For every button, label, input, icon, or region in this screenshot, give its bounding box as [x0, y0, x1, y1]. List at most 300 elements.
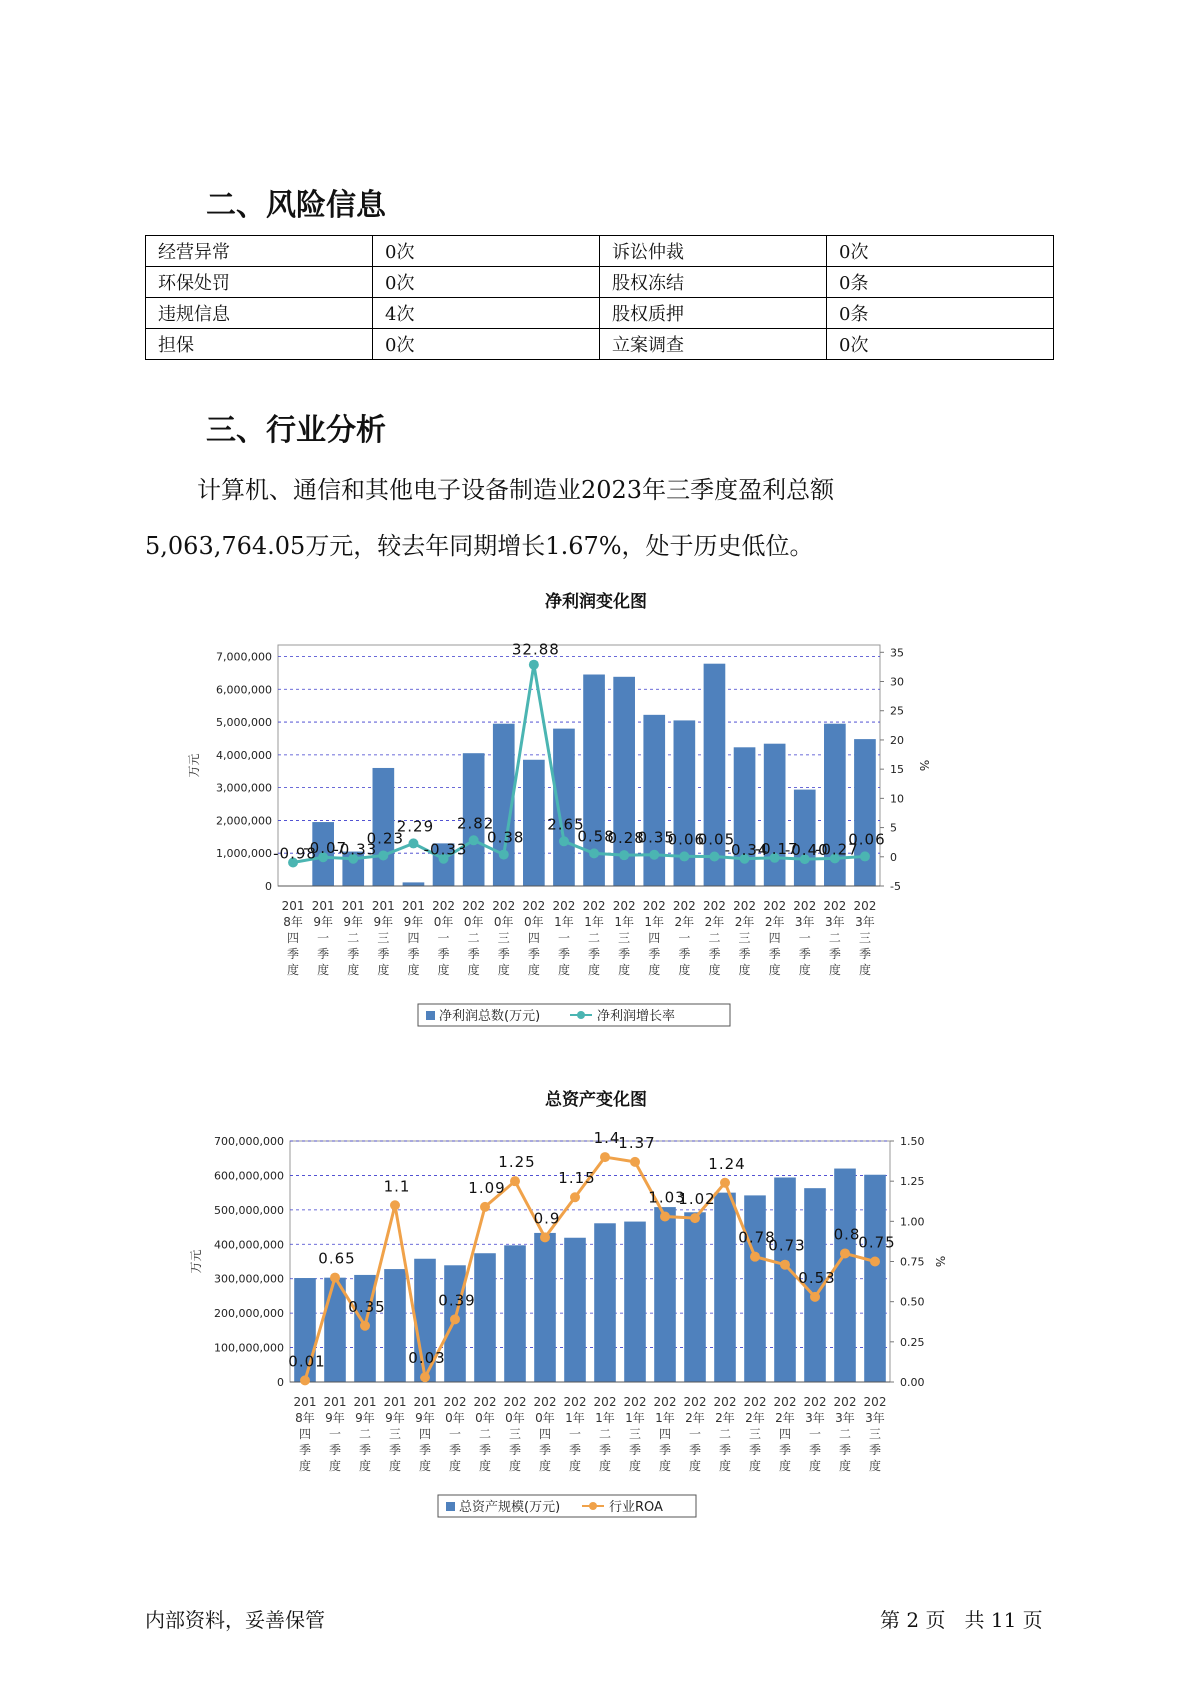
y-tick-label: 2,000,000	[216, 814, 272, 828]
x-tick-label: 二	[588, 931, 601, 945]
line-point	[540, 1232, 550, 1242]
x-tick-label: 度	[868, 1459, 882, 1473]
risk-value-cell: 4次	[373, 298, 600, 329]
y-tick-label: 100,000,000	[214, 1341, 284, 1355]
x-tick-label: 201	[293, 1395, 317, 1409]
x-tick-label: 202	[672, 899, 696, 913]
line-point	[469, 835, 479, 845]
y-tick-label: 700,000,000	[214, 1135, 284, 1148]
section-title-industry: 三、行业分析	[206, 413, 386, 448]
x-tick-label: 9年	[415, 1411, 435, 1425]
x-tick-label: 一	[557, 931, 570, 945]
x-tick-label: 202	[733, 899, 757, 913]
y2-axis-title: %	[933, 1255, 947, 1268]
x-tick-label: 度	[568, 1459, 582, 1473]
x-tick-label: 季	[618, 947, 631, 961]
bar	[373, 768, 395, 886]
x-tick-label: 季	[598, 1443, 612, 1457]
legend-line-label: 净利润增长率	[597, 1009, 676, 1024]
x-tick-label: 202	[503, 1395, 527, 1409]
risk-label-cell: 股权冻结	[600, 267, 827, 298]
risk-label-cell: 环保处罚	[146, 267, 373, 298]
x-tick-label: 9年	[373, 915, 394, 929]
x-tick-label: 度	[497, 963, 510, 977]
x-tick-label: 2年	[734, 915, 755, 929]
line-point	[499, 850, 509, 860]
x-tick-label: 度	[287, 963, 300, 977]
x-tick-label: 201	[383, 1395, 407, 1409]
x-tick-label: 3年	[794, 915, 815, 929]
data-label: -0.33	[423, 840, 468, 859]
line-point	[570, 1192, 580, 1202]
x-tick-label: 202	[863, 1395, 887, 1409]
x-tick-label: 季	[828, 947, 841, 961]
x-tick-label: 季	[407, 947, 420, 961]
line-point	[840, 1248, 850, 1258]
x-tick-label: 一	[437, 931, 450, 945]
x-tick-label: 三	[497, 931, 510, 945]
risk-value-cell: 0次	[827, 329, 1054, 360]
x-tick-label: 201	[353, 1395, 377, 1409]
x-tick-label: 一	[808, 1427, 822, 1441]
y2-tick-label: 1.00	[900, 1215, 925, 1229]
risk-label-cell: 诉讼仲裁	[600, 236, 827, 267]
x-tick-label: 202	[533, 1395, 557, 1409]
risk-value-cell: 0条	[827, 267, 1054, 298]
x-tick-label: 季	[808, 1443, 822, 1457]
x-tick-label: 度	[798, 963, 811, 977]
x-tick-label: 季	[418, 1443, 432, 1457]
data-label: -0.33	[333, 840, 378, 859]
x-tick-label: 度	[858, 963, 871, 977]
x-tick-label: 202	[683, 1395, 707, 1409]
data-label: -0.07	[303, 839, 348, 858]
x-tick-label: 三	[377, 931, 390, 945]
x-tick-label: 一	[688, 1427, 702, 1441]
x-tick-label: 9年	[403, 915, 424, 929]
line-point	[750, 1252, 760, 1262]
bar	[714, 1193, 736, 1382]
y2-tick-label: 0.50	[900, 1295, 925, 1309]
x-tick-label: 季	[798, 947, 811, 961]
x-tick-label: 季	[748, 1443, 762, 1457]
x-tick-label: 202	[743, 1395, 767, 1409]
x-tick-label: 3年	[825, 915, 845, 929]
x-tick-label: 2年	[674, 915, 695, 929]
x-tick-label: 202	[563, 1395, 587, 1409]
x-tick-label: 二	[708, 931, 721, 945]
x-tick-label: 季	[858, 947, 871, 961]
line-point	[690, 1213, 700, 1223]
x-tick-label: 四	[418, 1427, 432, 1441]
x-tick-label: 201	[311, 899, 335, 913]
x-tick-label: 度	[838, 1459, 852, 1473]
y-tick-label: 400,000,000	[214, 1238, 284, 1252]
x-tick-label: 季	[628, 1443, 642, 1457]
x-tick-label: 1年	[595, 1411, 615, 1425]
x-tick-label: 度	[298, 1459, 312, 1473]
y-tick-label: 0	[277, 1376, 284, 1389]
y-tick-label: 6,000,000	[216, 683, 272, 697]
data-label: 0.35	[348, 1297, 386, 1316]
y2-tick-label: -5	[890, 880, 901, 893]
x-tick-label: 季	[328, 1443, 342, 1457]
y2-tick-label: 1.50	[900, 1135, 925, 1148]
line-point	[619, 850, 629, 860]
x-tick-label: 201	[371, 899, 395, 913]
line-point	[390, 1200, 400, 1210]
bar	[403, 882, 425, 886]
bar	[564, 1238, 586, 1382]
x-tick-label: 度	[738, 963, 751, 977]
x-tick-label: 202	[443, 1395, 467, 1409]
data-label: 0.75	[858, 1233, 896, 1252]
x-tick-label: 0年	[493, 915, 514, 929]
paragraph-line-2: 5,063,764.05万元，较去年同期增长1.67%，处于历史低位。	[145, 532, 814, 560]
x-tick-label: 季	[678, 947, 691, 961]
risk-row	[146, 236, 1054, 267]
x-tick-label: 季	[718, 1443, 732, 1457]
x-tick-label: 季	[437, 947, 450, 961]
bar	[523, 760, 545, 886]
line-point	[660, 1212, 670, 1222]
data-label: -0.27	[814, 840, 859, 859]
data-label: 1.1	[383, 1177, 411, 1196]
x-tick-label: 2年	[704, 915, 725, 929]
data-label: 32.88	[511, 640, 560, 659]
section-title-risk: 二、风险信息	[206, 188, 386, 223]
x-tick-label: 度	[708, 963, 721, 977]
x-tick-label: 202	[462, 899, 486, 913]
line-point	[510, 1176, 520, 1186]
data-label: 1.15	[558, 1169, 596, 1188]
y-tick-label: 3,000,000	[216, 781, 272, 795]
data-label: 0.9	[533, 1209, 561, 1228]
risk-row	[146, 329, 1054, 360]
total-assets-chart	[180, 1113, 1040, 1527]
x-tick-label: 8年	[295, 1411, 315, 1425]
line-point	[630, 1157, 640, 1167]
bar	[794, 790, 816, 886]
x-tick-label: 3年	[855, 915, 875, 929]
x-tick-label: 0年	[463, 915, 484, 929]
x-tick-label: 2年	[745, 1411, 765, 1425]
x-tick-label: 9年	[355, 1411, 375, 1425]
x-tick-label: 三	[508, 1427, 522, 1441]
data-label: 0.58	[577, 827, 615, 846]
x-tick-label: 四	[527, 931, 540, 945]
x-tick-label: 三	[748, 1427, 762, 1441]
data-label: 0.06	[667, 830, 706, 849]
data-label: 0.03	[408, 1349, 446, 1368]
bar	[834, 1169, 856, 1382]
x-tick-label: 三	[618, 931, 631, 945]
chart-title-total-assets: 总资产变化图	[545, 1090, 647, 1110]
x-tick-label: 季	[497, 947, 510, 961]
x-tick-label: 度	[377, 963, 390, 977]
data-label: 0.78	[738, 1228, 776, 1247]
paragraph-line-1: 计算机、通信和其他电子设备制造业2023年三季度盈利总额	[197, 476, 835, 504]
line-point	[559, 836, 569, 846]
x-tick-label: 度	[388, 1459, 402, 1473]
x-tick-label: 度	[407, 963, 420, 977]
risk-label-cell: 担保	[146, 329, 373, 360]
footer-page-number: 第 2 页 共 11 页	[880, 1608, 1043, 1632]
data-label: 2.82	[456, 814, 495, 833]
x-tick-label: 度	[658, 1459, 672, 1473]
line-point	[600, 1152, 610, 1162]
line-point	[720, 1178, 730, 1188]
x-tick-label: 度	[678, 963, 691, 977]
x-tick-label: 季	[708, 947, 721, 961]
x-tick-label: 度	[358, 1459, 372, 1473]
x-tick-label: 202	[492, 899, 516, 913]
x-tick-label: 度	[467, 963, 480, 977]
data-label: 0.23	[366, 829, 405, 848]
line-point	[330, 1273, 340, 1283]
y-tick-label: 5,000,000	[216, 716, 272, 730]
data-label: 2.65	[547, 815, 585, 834]
x-tick-label: 202	[612, 899, 636, 913]
x-tick-label: 202	[773, 1395, 797, 1409]
x-tick-label: 度	[688, 1459, 702, 1473]
x-tick-label: 202	[623, 1395, 647, 1409]
x-tick-label: 201	[341, 899, 365, 913]
data-label: -0.98	[273, 844, 317, 863]
x-tick-label: 度	[718, 1459, 732, 1473]
x-tick-label: 1年	[655, 1411, 675, 1425]
data-label: -0.34	[724, 840, 769, 859]
y-tick-label: 4,000,000	[216, 748, 272, 762]
bar	[594, 1223, 616, 1382]
data-label: 1.37	[618, 1133, 656, 1152]
line-point	[589, 848, 599, 858]
x-tick-label: 季	[317, 947, 330, 961]
x-tick-label: 季	[448, 1443, 462, 1457]
x-tick-label: 202	[653, 1395, 677, 1409]
risk-row	[146, 298, 1054, 329]
data-label: 0.39	[438, 1291, 476, 1310]
bar	[534, 1233, 556, 1382]
y-axis-title: 万元	[187, 753, 201, 778]
x-tick-label: 二	[478, 1427, 492, 1441]
y-tick-label: 300,000,000	[214, 1272, 284, 1286]
x-tick-label: 三	[738, 931, 751, 945]
x-tick-label: 3年	[865, 1411, 885, 1425]
y2-tick-label: 0	[890, 850, 897, 864]
x-tick-label: 度	[437, 963, 450, 977]
data-label: 1.24	[708, 1154, 746, 1173]
x-tick-label: 度	[778, 1459, 792, 1473]
x-tick-label: 3年	[805, 1411, 825, 1425]
legend-bar-label: 净利润总数(万元)	[439, 1009, 541, 1024]
x-tick-label: 度	[508, 1459, 522, 1473]
x-tick-label: 201	[323, 1395, 347, 1409]
risk-info-table	[145, 235, 1054, 360]
x-tick-label: 度	[768, 963, 781, 977]
y2-tick-label: 0.75	[900, 1255, 925, 1269]
x-tick-label: 度	[618, 963, 631, 977]
bar	[854, 739, 876, 886]
y-tick-label: 1,000,000	[216, 847, 272, 861]
data-label: 1.25	[498, 1153, 536, 1172]
x-tick-label: 度	[808, 1459, 822, 1473]
risk-value-cell: 0次	[373, 236, 600, 267]
bar	[764, 744, 786, 886]
x-tick-label: 202	[853, 899, 877, 913]
bar	[734, 747, 756, 886]
x-tick-label: 1年	[554, 915, 574, 929]
x-tick-label: 202	[793, 899, 817, 913]
risk-value-cell: 0次	[373, 329, 600, 360]
line-point	[420, 1372, 430, 1382]
footer-left: 内部资料，妥善保管	[145, 1608, 325, 1632]
x-tick-label: 季	[868, 1443, 882, 1457]
x-tick-label: 9年	[325, 1411, 345, 1425]
line-point	[870, 1257, 880, 1267]
x-tick-label: 一	[317, 931, 330, 945]
x-tick-label: 202	[713, 1395, 737, 1409]
data-label: -0.17	[754, 839, 799, 858]
y-tick-label: 600,000,000	[214, 1169, 284, 1183]
y2-tick-label: 25	[890, 704, 904, 718]
x-tick-label: 9年	[385, 1411, 405, 1425]
x-tick-label: 9年	[343, 915, 364, 929]
legend-bar-swatch	[426, 1011, 435, 1020]
x-tick-label: 2年	[685, 1411, 705, 1425]
line-point	[450, 1314, 460, 1324]
line-point	[810, 1292, 820, 1302]
industry-paragraph	[145, 462, 1057, 574]
bar	[864, 1175, 886, 1382]
x-tick-label: 季	[838, 1443, 852, 1457]
x-tick-label: 0年	[433, 915, 454, 929]
x-tick-label: 1年	[614, 915, 634, 929]
x-tick-label: 202	[763, 899, 787, 913]
x-tick-label: 季	[738, 947, 751, 961]
x-tick-label: 3年	[835, 1411, 855, 1425]
x-tick-label: 季	[478, 1443, 492, 1457]
x-tick-label: 201	[401, 899, 425, 913]
bar	[643, 715, 665, 886]
x-tick-label: 201	[413, 1395, 437, 1409]
y-axis-title: 万元	[189, 1249, 203, 1274]
y2-tick-label: 30	[890, 675, 904, 689]
x-tick-label: 三	[858, 931, 871, 945]
x-tick-label: 2年	[775, 1411, 795, 1425]
chart-title-net-profit: 净利润变化图	[545, 592, 647, 612]
x-tick-label: 度	[538, 1459, 552, 1473]
bar	[504, 1245, 526, 1382]
x-tick-label: 度	[328, 1459, 342, 1473]
legend-bar-label: 总资产规模(万元)	[459, 1500, 561, 1515]
bar	[624, 1222, 646, 1382]
bar	[324, 1278, 346, 1382]
x-tick-label: 一	[568, 1427, 582, 1441]
line-point	[780, 1260, 790, 1270]
bar	[744, 1195, 766, 1382]
legend-line-marker	[589, 1502, 597, 1510]
x-tick-label: 四	[287, 931, 300, 945]
x-tick-label: 8年	[283, 915, 303, 929]
data-label: 2.29	[396, 817, 435, 836]
bar	[774, 1177, 796, 1382]
x-tick-label: 202	[702, 899, 726, 913]
x-tick-label: 1年	[565, 1411, 585, 1425]
bar	[654, 1207, 676, 1382]
y2-axis-title: %	[917, 759, 931, 772]
risk-value-cell: 0条	[827, 298, 1054, 329]
line-point	[649, 850, 659, 860]
x-tick-label: 一	[328, 1427, 342, 1441]
x-tick-label: 度	[527, 963, 540, 977]
line-point	[360, 1321, 370, 1331]
risk-label-cell: 股权质押	[600, 298, 827, 329]
x-tick-label: 季	[298, 1443, 312, 1457]
bar	[384, 1269, 406, 1382]
x-tick-label: 二	[467, 931, 480, 945]
y2-tick-label: 5	[890, 821, 897, 835]
risk-label-cell: 立案调查	[600, 329, 827, 360]
data-label: 1.09	[468, 1178, 506, 1197]
x-tick-label: 度	[598, 1459, 612, 1473]
data-label: 1.03	[648, 1188, 686, 1207]
x-tick-label: 季	[658, 1443, 672, 1457]
x-tick-label: 季	[358, 1443, 372, 1457]
x-tick-label: 度	[648, 963, 661, 977]
line-point	[860, 851, 870, 861]
data-label: 0.28	[607, 829, 645, 848]
risk-label-cell: 违规信息	[146, 298, 373, 329]
x-tick-label: 度	[478, 1459, 492, 1473]
data-label: 1.4	[593, 1129, 621, 1148]
x-tick-label: 季	[377, 947, 390, 961]
x-tick-label: 二	[347, 931, 360, 945]
x-tick-label: 季	[538, 1443, 552, 1457]
x-tick-label: 度	[448, 1459, 462, 1473]
risk-row	[146, 267, 1054, 298]
risk-label-cell: 经营异常	[146, 236, 373, 267]
x-tick-label: 二	[358, 1427, 372, 1441]
x-tick-label: 季	[388, 1443, 402, 1457]
x-tick-label: 季	[467, 947, 480, 961]
x-tick-label: 季	[688, 1443, 702, 1457]
x-tick-label: 202	[593, 1395, 617, 1409]
x-tick-label: 0年	[535, 1411, 555, 1425]
data-label: 0.65	[318, 1249, 356, 1268]
x-tick-label: 度	[588, 963, 601, 977]
data-label: 0.05	[697, 830, 736, 849]
x-tick-label: 二	[838, 1427, 852, 1441]
x-tick-label: 0年	[505, 1411, 525, 1425]
x-tick-label: 季	[568, 1443, 582, 1457]
x-tick-label: 二	[718, 1427, 732, 1441]
x-tick-label: 三	[868, 1427, 882, 1441]
y2-tick-label: 0.25	[900, 1335, 925, 1349]
y-tick-label: 0	[265, 880, 272, 893]
x-tick-label: 度	[628, 1459, 642, 1473]
x-tick-label: 四	[538, 1427, 552, 1441]
y-tick-label: 7,000,000	[216, 650, 272, 664]
y2-tick-label: 1.25	[900, 1175, 925, 1189]
x-tick-label: 度	[418, 1459, 432, 1473]
x-tick-label: 四	[298, 1427, 312, 1441]
x-tick-label: 四	[778, 1427, 792, 1441]
data-label: 1.02	[678, 1190, 716, 1209]
x-tick-label: 2年	[764, 915, 785, 929]
risk-value-cell: 0次	[827, 236, 1054, 267]
x-tick-label: 度	[748, 1459, 762, 1473]
